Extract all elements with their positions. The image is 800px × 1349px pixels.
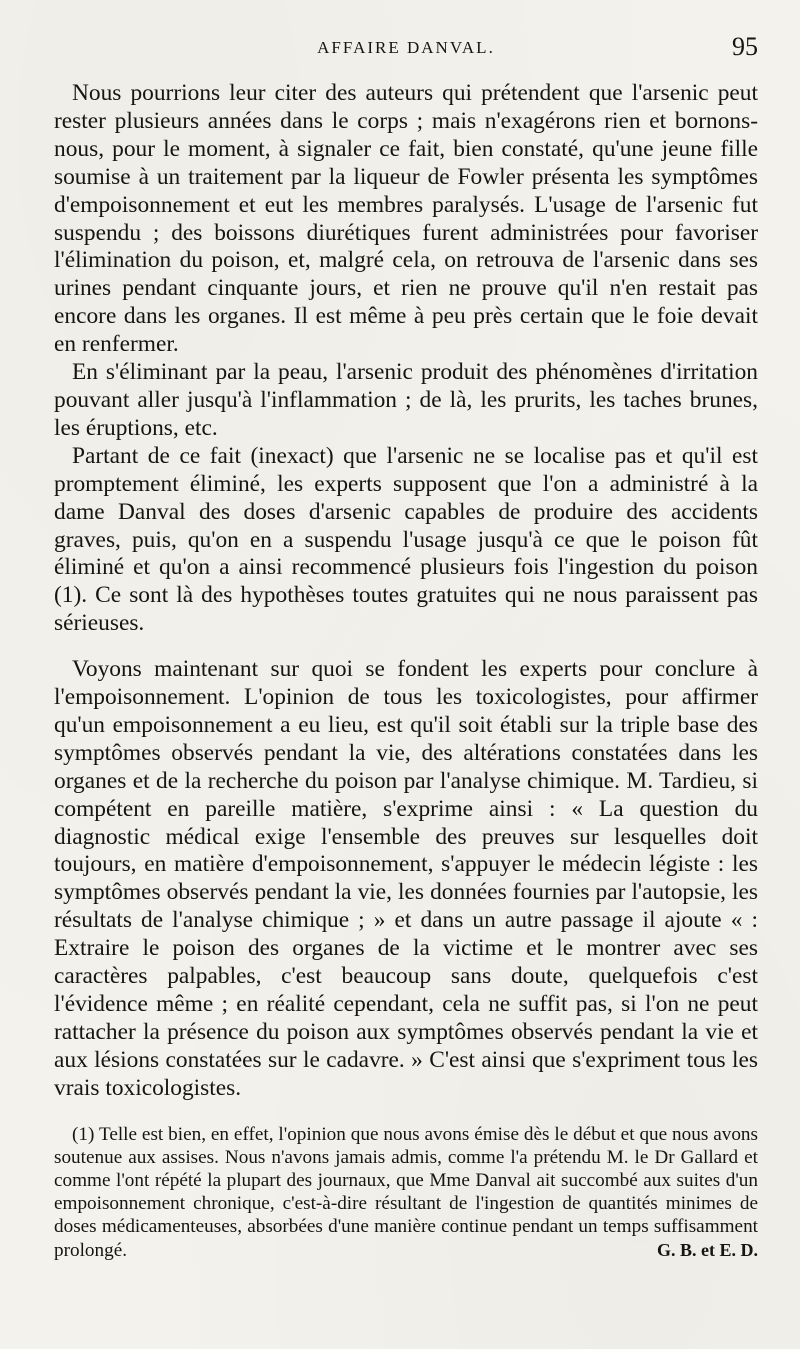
running-title: AFFAIRE DANVAL. bbox=[317, 38, 495, 57]
paragraph: En s'éliminant par la peau, l'arsenic produit des phénomènes d'irritation pouvant aller jusqu'à l'inflammation ; de là, les prurits, les taches brunes, les éruptions, etc. bbox=[54, 359, 758, 441]
page-number: 95 bbox=[732, 32, 758, 61]
paragraph: Nous pourrions leur citer des auteurs qui prétendent que l'arsenic peut rester plusieurs années dans le corps ; mais n'exagérons rien et bornons-nous, pour le moment, à signaler ce fait, bien constaté, qu'une jeune fille soumise à un traitement par la liqueur de Fowler présenta les symptômes d'empoisonnement et eut les membres paralysés. L'usage de l'arsenic fut suspendu ; des boissons diurétiques furent administrées pour favoriser l'élimination du poison, et, malgré cela, on retrouva de l'arsenic dans ses urines pendant cinquante jours, et rien ne prouve qu'il n'en restait pas encore dans les organes. Il est même à peu près certain que le foie devait en renfermer. bbox=[54, 80, 758, 358]
paragraph: Partant de ce fait (inexact) que l'arsenic ne se localise pas et qu'il est promptement éliminé, les experts supposent que l'on a administré à la dame Danval des doses d'arsenic capables de produire des accidents graves, puis, qu'on en a suspendu l'usage jusqu'à ce que le poison fût éliminé et qu'on a ainsi recommencé plusieurs fois l'ingestion du poison (1). Ce sont là des hypothèses toutes gratuites qui ne nous paraissent pas sérieuses. bbox=[54, 442, 758, 637]
paragraph: Voyons maintenant sur quoi se fondent les experts pour conclure à l'empoisonnement. L'opinion de tous les toxicologistes, pour affirmer qu'un empoisonnement a eu lieu, est qu'il soit établi sur la triple base des symptômes observés pendant la vie, des altérations constatées dans les organes et de la recherche du poison par l'analyse chimique. M. Tardieu, si compétent en pareille matière, s'exprime ainsi : « La question du diagnostic médical exige l'ensemble des preuves sur lesquelles doit toujours, en matière d'empoisonnement, s'appuyer le médecin légiste : les symptômes observés pendant la vie, les données fournies par l'autopsie, les résultats de l'analyse chimique ; » et dans un autre passage il ajoute « : Extraire le poison des organes de la victime et le montrer avec ses caractères palpables, c'est beaucoup sans doute, quelquefois c'est l'évidence même ; en réalité cependant, cela ne suffit pas, si l'on ne peut rattacher la présence du poison aux symptômes observés pendant la vie et aux lésions constatées sur le cadavre. » C'est ainsi que s'expriment tous les vrais toxicologistes. bbox=[54, 656, 758, 1101]
main-text bbox=[54, 80, 758, 1103]
footnote-text: (1) Telle est bien, en effet, l'opinion que nous avons émise dès le début et que nous avons soutenue aux assises. Nous n'avons jamais admis, comme l'a prétendu M. le Dr Gallard et comme l'ont répété la plupart des journaux, que Mme Danval ait succombé aux suites d'un empoisonnement chronique, c'est-à-dire résultant de l'ingestion de quantités minimes de doses médicamenteuses, absorbées d'une manière continue pendant un temps suffisamment prolongé. bbox=[54, 1123, 758, 1261]
footnote-signature: G. B. et E. D. bbox=[657, 1239, 758, 1260]
page-header bbox=[54, 32, 758, 72]
footnote bbox=[54, 1123, 758, 1262]
